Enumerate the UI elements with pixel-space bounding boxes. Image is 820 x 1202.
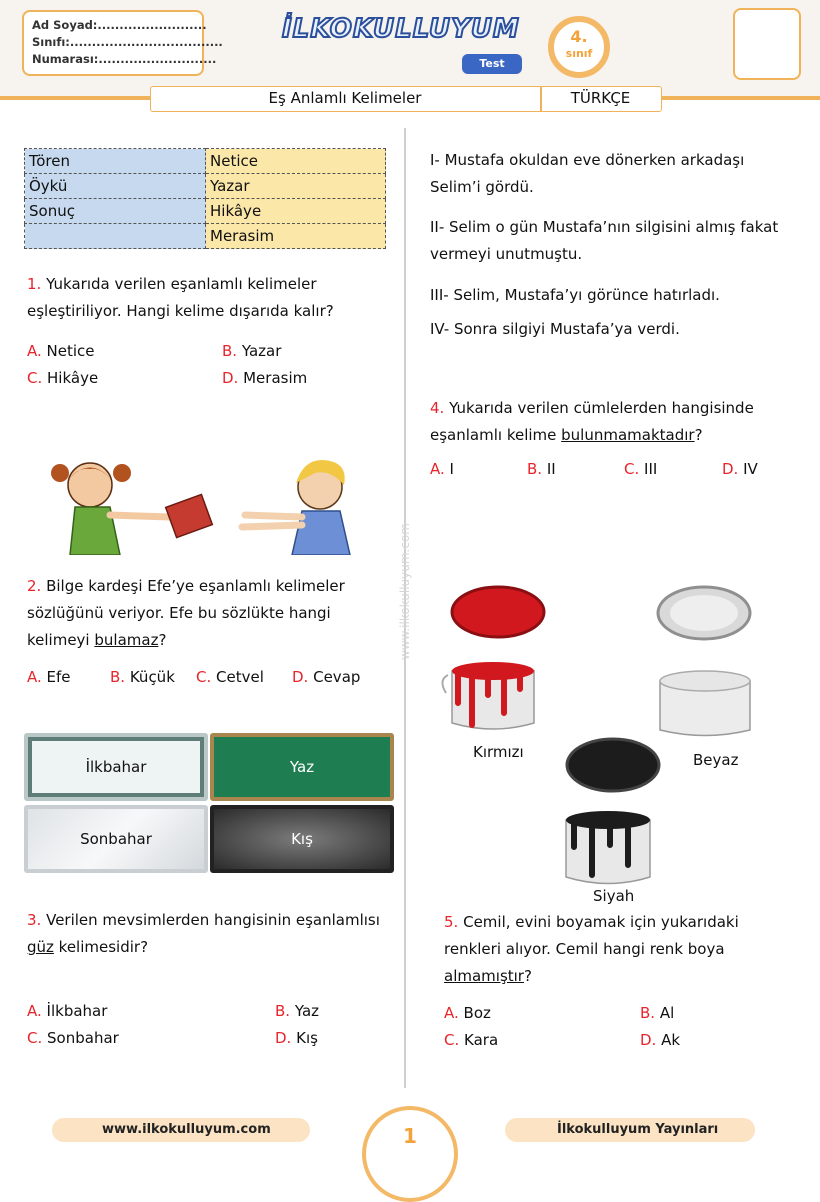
question-line: Bilge kardeşi Efe’ye eşanlamlı kelimeler <box>46 577 345 595</box>
option-key: C. <box>27 369 43 387</box>
option-key: D. <box>275 1029 292 1047</box>
board-winter: Kış <box>210 805 394 873</box>
question-number: 1. <box>27 275 42 293</box>
question-line: ? <box>694 426 703 444</box>
number-field: Numarası:........................... <box>32 52 217 66</box>
sentence-1 <box>430 147 805 201</box>
sentence-2 <box>430 214 810 268</box>
option-text: Cevap <box>313 668 361 686</box>
option-c[interactable] <box>196 668 264 686</box>
kids-illustration <box>30 455 390 555</box>
option-b[interactable] <box>527 460 556 478</box>
option-key: C. <box>624 460 640 478</box>
question-line: Cemil, evini boyamak için yukarıdaki <box>463 913 739 931</box>
sentence-4 <box>430 316 805 343</box>
question-line: sözlüğünü veriyor. Efe bu sözlükte hangi <box>27 604 331 622</box>
option-text: III <box>644 460 658 478</box>
page-number-circle <box>362 1106 458 1202</box>
question-line: ? <box>523 967 532 985</box>
option-c[interactable] <box>624 460 657 478</box>
table-row <box>25 174 386 199</box>
option-key: A. <box>27 668 42 686</box>
option-b[interactable] <box>275 1002 319 1020</box>
grade-badge <box>548 16 610 78</box>
label-white: Beyaz <box>693 751 739 769</box>
option-key: D. <box>222 369 239 387</box>
option-a[interactable] <box>444 1004 491 1022</box>
option-text: I <box>449 460 454 478</box>
option-key: C. <box>444 1031 460 1049</box>
white-paint-can <box>648 585 763 740</box>
option-a[interactable] <box>430 460 454 478</box>
question-line: eşanlamlı kelime <box>430 426 562 444</box>
question-line: kelimesidir? <box>53 938 149 956</box>
option-key: A. <box>27 1002 42 1020</box>
option-b[interactable] <box>222 342 281 360</box>
label-red: Kırmızı <box>473 743 524 761</box>
table-cell: Öykü <box>25 174 206 199</box>
option-key: B. <box>110 668 126 686</box>
student-info-box <box>22 10 223 76</box>
underlined-word: güz <box>27 938 54 956</box>
question-line: eşleştiriliyor. Hangi kelime dışarıda kalır? <box>27 302 334 320</box>
brand-logo: İLKOKULLUYUM <box>282 14 520 44</box>
option-text: Boz <box>463 1004 491 1022</box>
option-text: Netice <box>46 342 95 360</box>
question-line: renkleri alıyor. Cemil hangi renk boya <box>444 940 725 958</box>
table-cell: Sonuç <box>25 199 206 224</box>
question-number: 5. <box>444 913 459 931</box>
question-line: kelimeyi <box>27 631 95 649</box>
watermark: www.ilkokulluyum.com <box>398 523 412 660</box>
option-key: D. <box>722 460 739 478</box>
table-cell: Merasim <box>206 224 386 249</box>
option-key: B. <box>275 1002 291 1020</box>
option-text: Küçük <box>129 668 175 686</box>
option-key: A. <box>27 342 42 360</box>
page-number: 1 <box>403 1124 417 1148</box>
option-b[interactable] <box>640 1004 674 1022</box>
option-text: Yazar <box>241 342 282 360</box>
option-key: A. <box>444 1004 459 1022</box>
table-cell: Netice <box>206 149 386 174</box>
grade-number: 4. <box>570 27 588 46</box>
sentence-line: III- Selim, Mustafa’yı görünce hatırladı. <box>430 286 720 304</box>
underlined-word: bulunmamaktadır <box>561 426 695 444</box>
option-a[interactable] <box>27 668 71 686</box>
question-number: 4. <box>430 399 445 417</box>
option-text: Yaz <box>294 1002 320 1020</box>
label-black: Siyah <box>593 887 635 905</box>
class-field: Sınıfı:................................... <box>32 35 223 49</box>
board-autumn: Sonbahar <box>24 805 208 873</box>
test-badge: Test <box>462 54 522 74</box>
underlined-word: bulamaz <box>94 631 159 649</box>
question-1-text <box>27 271 397 325</box>
grade-word: sınıf <box>565 47 593 60</box>
table-row <box>25 224 386 249</box>
name-field: Ad Soyad:......................... <box>32 18 207 32</box>
question-5-text <box>444 909 809 990</box>
option-key: D. <box>640 1031 657 1049</box>
sentence-3 <box>430 282 805 309</box>
option-a[interactable] <box>27 1002 107 1020</box>
worksheet-title: Eş Anlamlı Kelimeler <box>268 89 422 107</box>
option-d[interactable] <box>222 369 307 387</box>
sentence-line: Selim’i gördü. <box>430 178 534 196</box>
black-paint-can <box>548 735 668 895</box>
table-cell: Hikâye <box>206 199 386 224</box>
option-d[interactable] <box>275 1029 318 1047</box>
footer-website[interactable]: www.ilkokulluyum.com <box>52 1118 310 1142</box>
question-line: Yukarıda verilen eşanlamlı kelimeler <box>46 275 317 293</box>
option-key: B. <box>527 460 543 478</box>
table-row <box>25 149 386 174</box>
sentence-line: II- Selim o gün Mustafa’nın silgisini almış fakat <box>430 218 779 236</box>
option-text: Kara <box>464 1031 499 1049</box>
underlined-word: almamıştır <box>444 967 524 985</box>
option-key: A. <box>430 460 445 478</box>
option-c[interactable] <box>444 1031 498 1049</box>
synonym-table <box>24 148 386 249</box>
question-4-text <box>430 395 805 449</box>
option-text: Kış <box>296 1029 318 1047</box>
option-key: C. <box>27 1029 43 1047</box>
option-text: II <box>546 460 556 478</box>
subject-label: TÜRKÇE <box>570 89 631 107</box>
option-c[interactable] <box>27 369 98 387</box>
sentence-line: vermeyi unutmuştu. <box>430 245 583 263</box>
red-paint-can <box>438 585 548 735</box>
table-cell: Tören <box>25 149 206 174</box>
option-text: Cetvel <box>216 668 264 686</box>
option-key: C. <box>196 668 212 686</box>
question-number: 3. <box>27 911 42 929</box>
option-text: Sonbahar <box>47 1029 119 1047</box>
photo-box <box>733 8 801 80</box>
question-number: 2. <box>27 577 42 595</box>
option-text: IV <box>743 460 758 478</box>
option-text: Merasim <box>243 369 308 387</box>
question-line: Yukarıda verilen cümlelerden hangisinde <box>449 399 754 417</box>
table-cell <box>25 224 206 249</box>
option-d[interactable] <box>292 668 360 686</box>
option-c[interactable] <box>27 1029 119 1047</box>
sentence-line: IV- Sonra silgiyi Mustafa’ya verdi. <box>430 320 680 338</box>
option-key: D. <box>292 668 309 686</box>
sentence-line: I- Mustafa okuldan eve dönerken arkadaşı <box>430 151 745 169</box>
footer-publisher: İlkokulluyum Yayınları <box>505 1118 755 1142</box>
option-text: Ak <box>661 1031 681 1049</box>
option-d[interactable] <box>722 460 758 478</box>
option-text: Al <box>659 1004 675 1022</box>
option-key: B. <box>640 1004 656 1022</box>
question-line: ? <box>158 631 167 649</box>
option-a[interactable] <box>27 342 95 360</box>
board-spring: İlkbahar <box>24 733 208 801</box>
table-row <box>25 199 386 224</box>
option-key: B. <box>222 342 238 360</box>
table-cell: Yazar <box>206 174 386 199</box>
option-text: Hikâye <box>47 369 99 387</box>
option-d[interactable] <box>640 1031 680 1049</box>
option-text: Efe <box>46 668 71 686</box>
question-line: Verilen mevsimlerden hangisinin eşanlamlısı <box>46 911 380 929</box>
question-3-text <box>27 907 402 961</box>
board-summer: Yaz <box>210 733 394 801</box>
option-text: İlkbahar <box>46 1002 108 1020</box>
question-2-text <box>27 573 397 654</box>
option-b[interactable] <box>110 668 175 686</box>
